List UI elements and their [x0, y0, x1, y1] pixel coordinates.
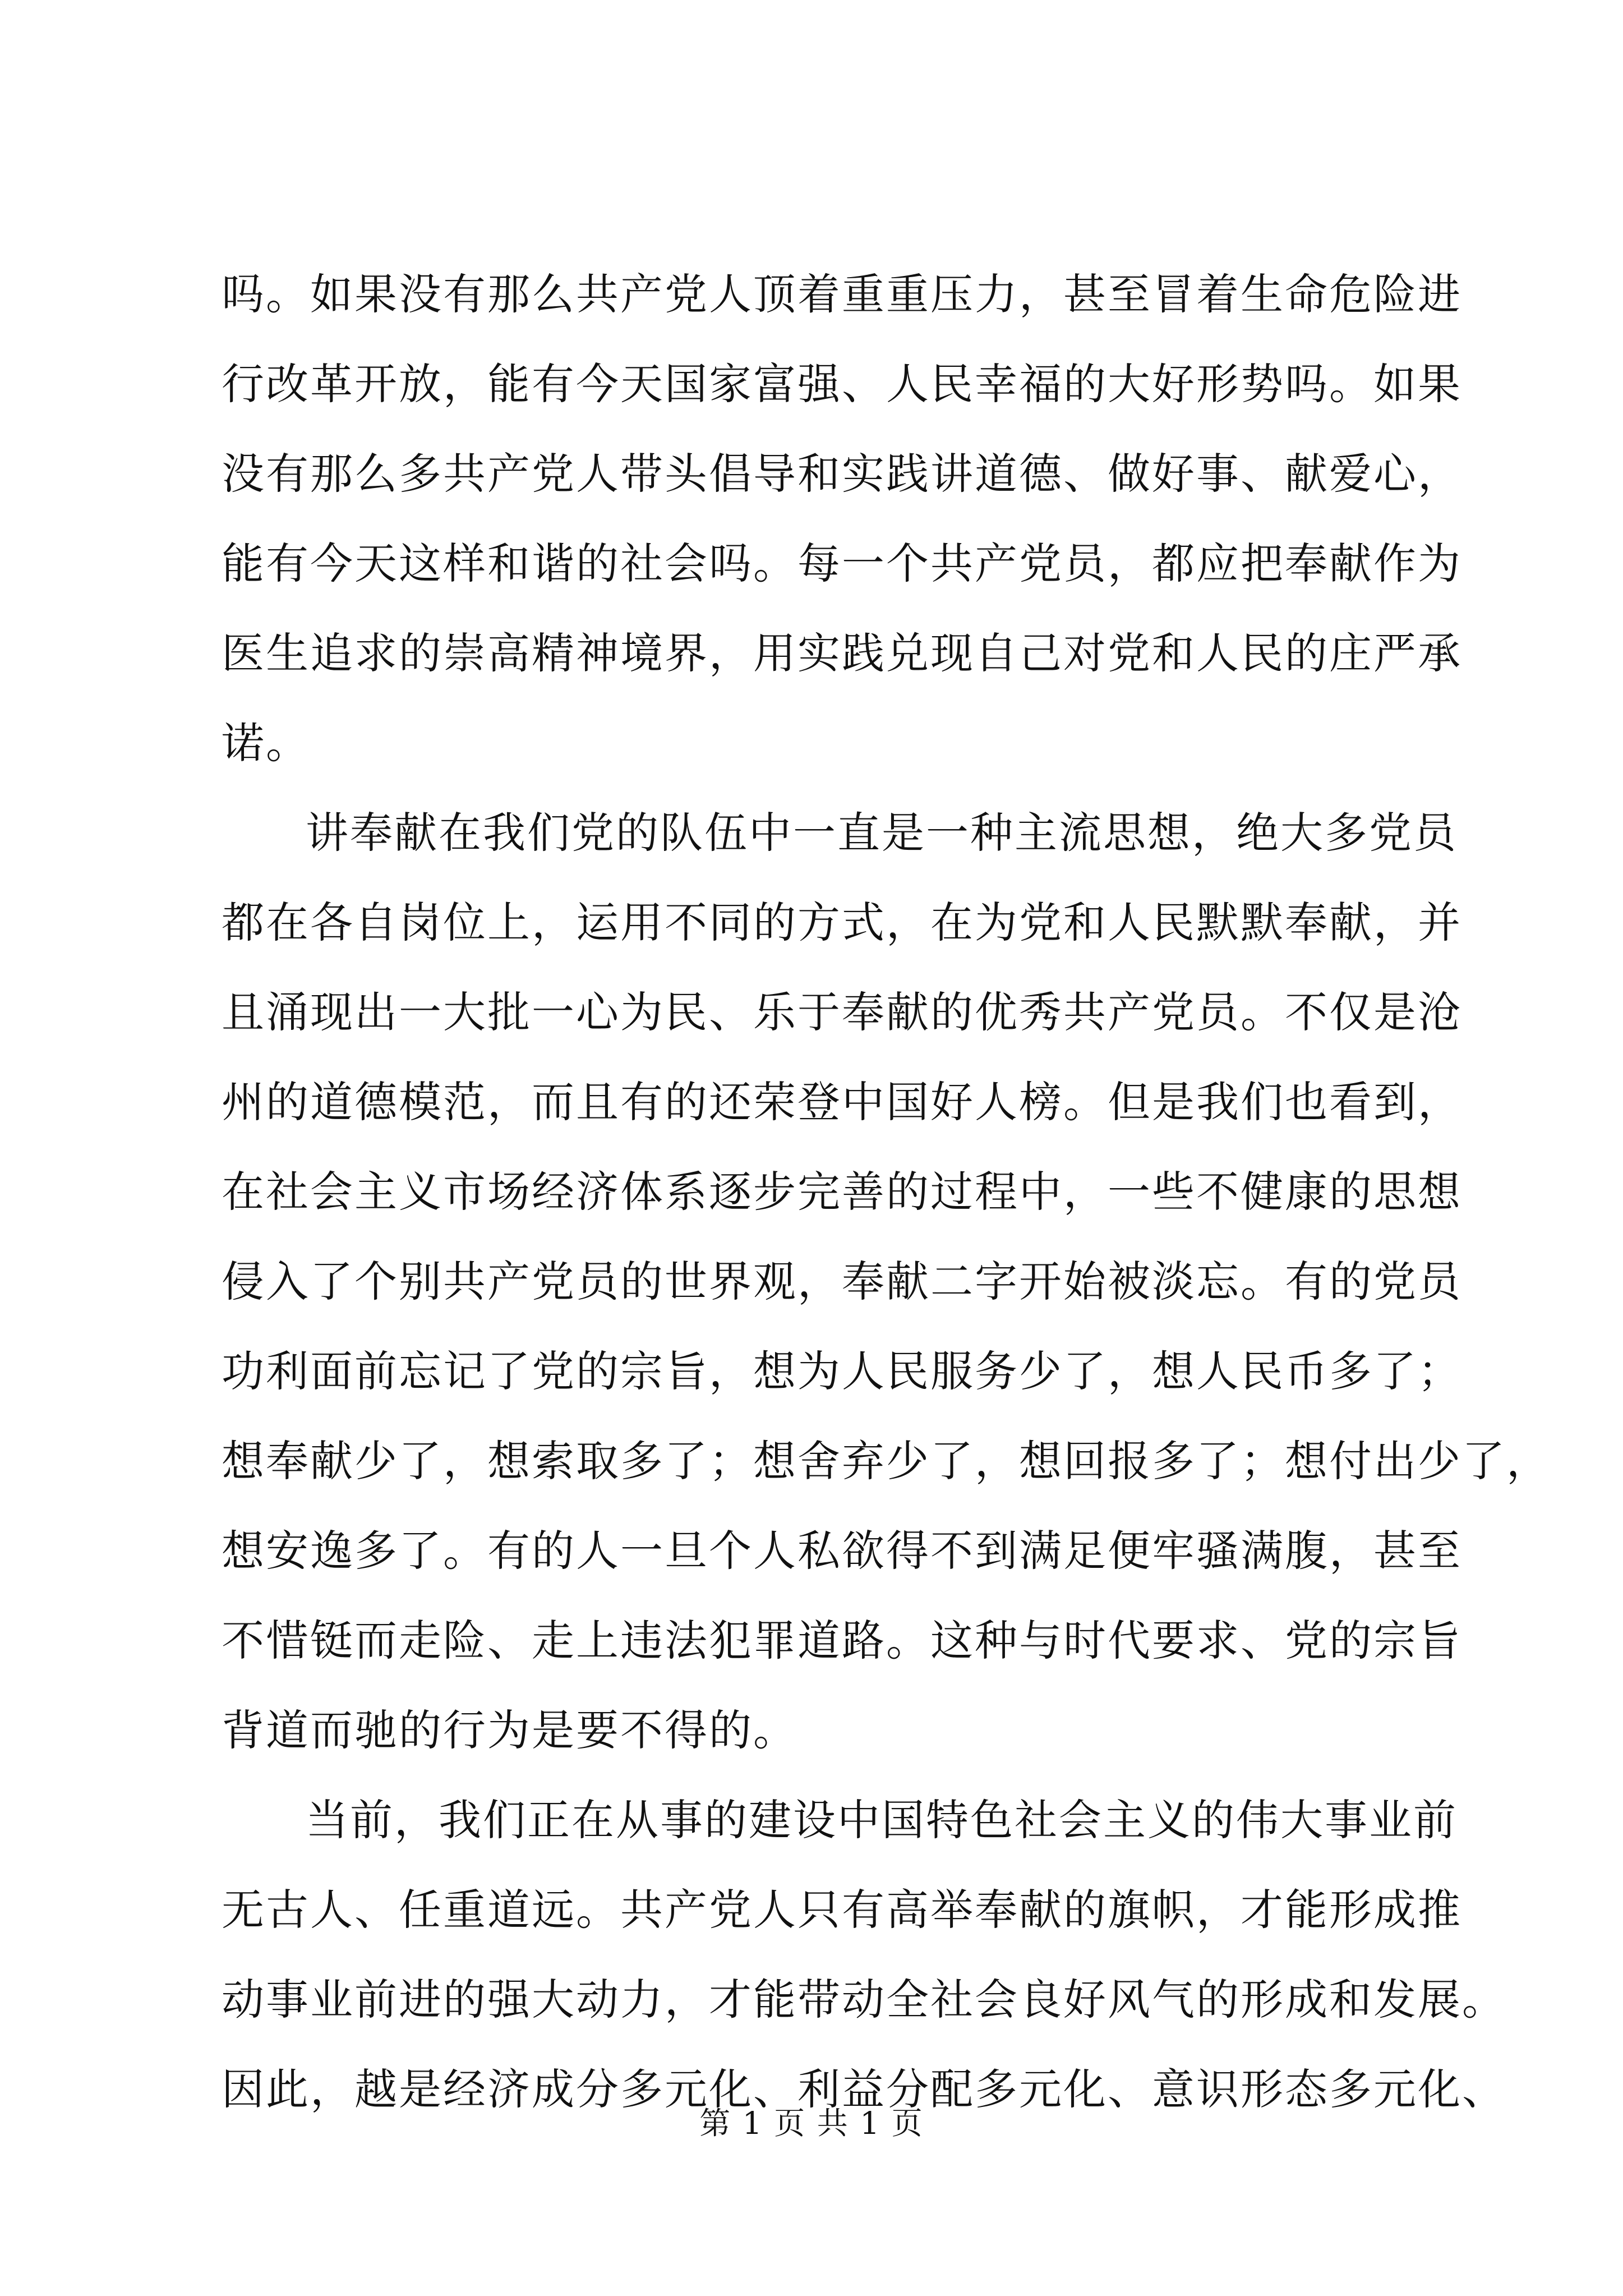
text-line: 想安逸多了。有的人一旦个人私欲得不到满足便牢骚满腹，甚至	[222, 1526, 1462, 1576]
text-line: 在社会主义市场经济体系逐步完善的过程中，一些不健康的思想	[222, 1167, 1462, 1217]
text-line: 因此，越是经济成分多元化、利益分配多元化、意识形态多元化、	[222, 2064, 1506, 2114]
text-line: 背道而驰的行为是要不得的。	[222, 1705, 797, 1755]
text-line: 侵入了个别共产党员的世界观，奉献二字开始被淡忘。有的党员	[222, 1257, 1462, 1306]
text-line: 想奉献少了，想索取多了；想舍弃少了，想回报多了；想付出少了，	[222, 1436, 1551, 1486]
text-line: 医生追求的崇高精神境界，用实践兑现自己对党和人民的庄严承	[222, 628, 1462, 678]
paragraph-first-line: 讲奉献在我们党的队伍中一直是一种主流思想，绝大多党员	[306, 808, 1458, 858]
text-line: 行改革开放，能有今天国家富强、人民幸福的大好形势吗。如果	[222, 359, 1462, 409]
text-line: 动事业前进的强大动力，才能带动全社会良好风气的形成和发展。	[222, 1975, 1506, 2024]
text-line: 州的道德模范，而且有的还荣登中国好人榜。但是我们也看到，	[222, 1077, 1462, 1127]
text-line: 吗。如果没有那么共产党人顶着重重压力，甚至冒着生命危险进	[222, 269, 1462, 319]
text-line: 不惜铤而走险、走上违法犯罪道路。这种与时代要求、党的宗旨	[222, 1616, 1462, 1665]
text-line: 功利面前忘记了党的宗旨，想为人民服务少了，想人民币多了；	[222, 1346, 1462, 1396]
text-line: 诺。	[222, 718, 310, 768]
paragraph-first-line: 当前，我们正在从事的建设中国特色社会主义的伟大事业前	[306, 1795, 1458, 1845]
text-line: 且涌现出一大批一心为民、乐于奉献的优秀共产党员。不仅是沧	[222, 987, 1462, 1037]
document-body	[222, 250, 1551, 2134]
text-line: 都在各自岗位上，运用不同的方式，在为党和人民默默奉献，并	[222, 898, 1462, 947]
text-line: 能有今天这样和谐的社会吗。每一个共产党员，都应把奉献作为	[222, 539, 1462, 588]
text-line: 没有那么多共产党人带头倡导和实践讲道德、做好事、献爱心，	[222, 449, 1462, 499]
text-line: 无古人、任重道远。共产党人只有高举奉献的旗帜，才能形成推	[222, 1885, 1462, 1935]
page-number-footer: 第 1 页 共 1 页	[699, 2105, 924, 2141]
